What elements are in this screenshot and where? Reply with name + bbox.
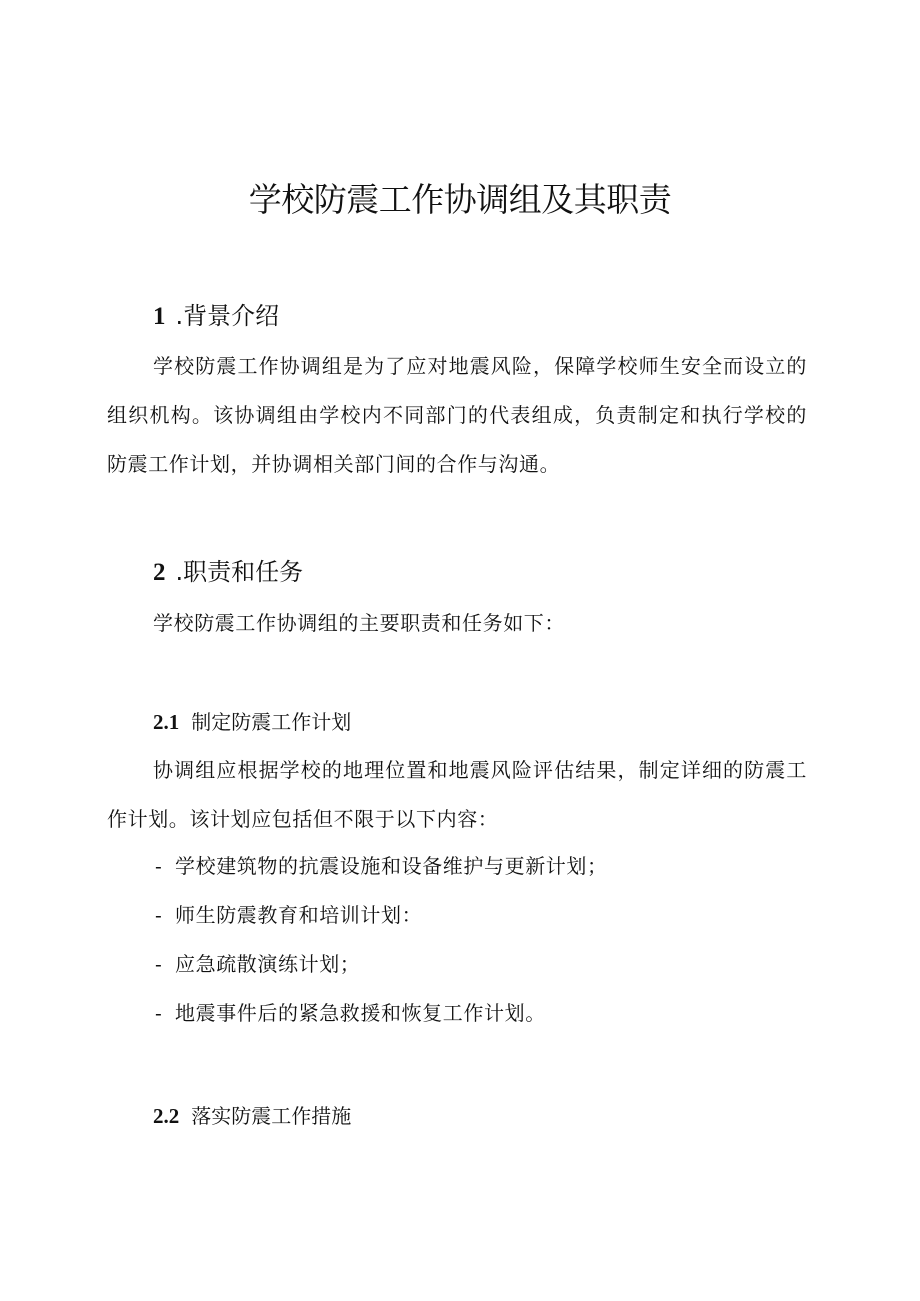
subsection-2-1-title: 制定防震工作计划 <box>191 710 352 734</box>
bullet-dash: - <box>155 952 163 976</box>
list-item: - 地震事件后的紧急救援和恢复工作计划。 <box>155 989 815 1038</box>
bullet-dash: - <box>155 1001 163 1025</box>
document-title: 学校防震工作协调组及其职责 <box>248 180 672 219</box>
section-2-number: 2 <box>153 559 166 586</box>
bullet-dash: - <box>155 854 163 878</box>
subsection-2-2-title: 落实防震工作措施 <box>191 1104 352 1128</box>
subsection-2-1-heading <box>153 704 351 740</box>
section-2-heading <box>153 552 303 593</box>
section-1-heading <box>153 296 279 337</box>
section-1-title: .背景介绍 <box>175 302 280 330</box>
subsection-2-1-paragraph: 协调组应根据学校的地理位置和地震风险评估结果，制定详细的防震工作计划。该计划应包括但不限于以下内容： <box>107 758 807 831</box>
subsection-2-2-number: 2.2 <box>153 1104 180 1128</box>
section-1-number: 1 <box>153 303 166 330</box>
section-1-paragraph: 学校防震工作协调组是为了应对地震风险，保障学校师生安全而设立的组织机构。该协调组由学校内不同部门的代表组成，负责制定和执行学校的防震工作计划，并协调相关部门间的合作与沟通。 <box>107 354 807 476</box>
plan-items-list <box>155 842 815 1038</box>
subsection-2-2-heading <box>153 1098 351 1134</box>
subsection-2-1-number: 2.1 <box>153 710 180 734</box>
section-2-title: .职责和任务 <box>175 558 304 586</box>
list-item: - 学校建筑物的抗震设施和设备维护与更新计划； <box>155 842 815 891</box>
bullet-dash: - <box>155 903 163 927</box>
list-item: - 师生防震教育和培训计划： <box>155 891 815 940</box>
section-2-paragraph: 学校防震工作协调组的主要职责和任务如下： <box>153 611 565 635</box>
list-item: - 应急疏散演练计划； <box>155 940 815 989</box>
